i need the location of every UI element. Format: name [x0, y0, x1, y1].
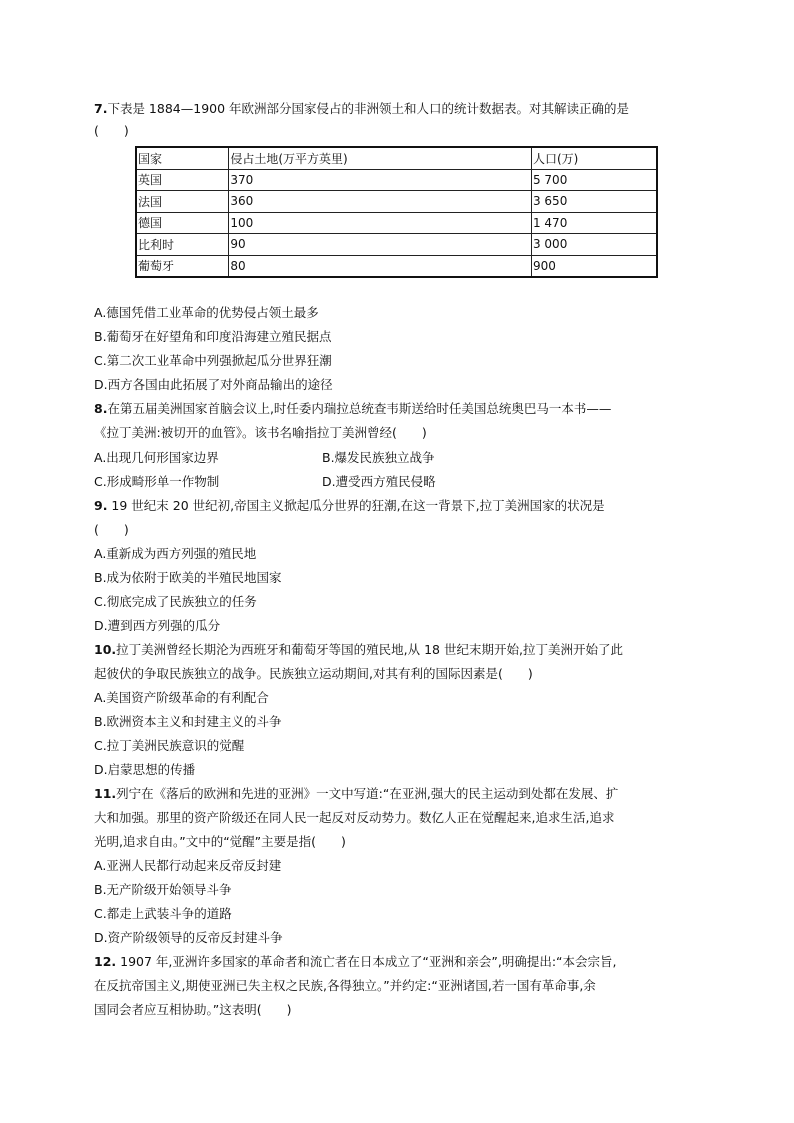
table-cell: 360: [229, 191, 532, 213]
table-cell: 900: [531, 255, 657, 277]
q7-stem-text: 下表是 1884—1900 年欧洲部分国家侵占的非洲领土和人口的统计数据表。对其解读正确的是: [107, 101, 630, 116]
q8-option-d[interactable]: D.遭受西方殖民侵略: [322, 474, 436, 489]
q9-option-c[interactable]: C.彻底完成了民族独立的任务: [94, 594, 257, 609]
q9-stem-line2: ( ): [94, 522, 129, 537]
q7-data-table: [135, 146, 658, 278]
q12-stem-line1: [94, 953, 616, 971]
q10-option-d[interactable]: D.启蒙思想的传播: [94, 762, 196, 777]
q10-stem-line1: [94, 641, 623, 659]
q8-option-b[interactable]: B.爆发民族独立战争: [322, 450, 435, 465]
table-row: [136, 234, 657, 256]
table-row: [136, 191, 657, 213]
table-cell: 90: [229, 234, 532, 256]
table-cell: 葡萄牙: [136, 255, 229, 277]
q9-stem-line1: [94, 497, 605, 515]
q9-number: 9.: [94, 498, 108, 513]
table-header-cell: 人口(万): [531, 147, 657, 169]
q11-number: 11.: [94, 786, 117, 801]
q9-stem-text: 19 世纪末 20 世纪初,帝国主义掀起瓜分世界的狂潮,在这一背景下,拉丁美洲国家的状况是: [107, 498, 605, 513]
q7-option-a[interactable]: A.德国凭借工业革命的优势侵占领土最多: [94, 305, 319, 320]
q10-option-c[interactable]: C.拉丁美洲民族意识的觉醒: [94, 738, 245, 753]
q10-option-b[interactable]: B.欧洲资本主义和封建主义的斗争: [94, 714, 282, 729]
table-cell: 80: [229, 255, 532, 277]
q9-option-a[interactable]: A.重新成为西方列强的殖民地: [94, 546, 257, 561]
q7-stem-line2: ( ): [94, 123, 129, 138]
q7-option-c[interactable]: C.第二次工业革命中列强掀起瓜分世界狂潮: [94, 353, 332, 368]
table-cell: 德国: [136, 212, 229, 234]
q11-option-b[interactable]: B.无产阶级开始领导斗争: [94, 882, 232, 897]
table-header-cell: 侵占土地(万平方英里): [229, 147, 532, 169]
q12-stem-line2: 在反抗帝国主义,期使亚洲已失主权之民族,各得独立。”并约定:“亚洲诸国,若一国有革命事,余: [94, 978, 596, 993]
q10-stem-text: 拉丁美洲曾经长期沦为西班牙和葡萄牙等国的殖民地,从 18 世纪末期开始,拉丁美洲开始了此: [116, 642, 623, 657]
q9-option-b[interactable]: B.成为依附于欧美的半殖民地国家: [94, 570, 282, 585]
table-header-row: [136, 147, 657, 169]
q8-number: 8.: [94, 401, 108, 416]
table-row: [136, 169, 657, 191]
q11-stem-line1: [94, 785, 618, 803]
q7-option-d[interactable]: D.西方各国由此拓展了对外商品输出的途径: [94, 377, 333, 392]
table-cell: 英国: [136, 169, 229, 191]
table-cell: 100: [229, 212, 532, 234]
table-cell: 法国: [136, 191, 229, 213]
q9-option-d[interactable]: D.遭到西方列强的瓜分: [94, 618, 221, 633]
q8-stem-text: 在第五届美洲国家首脑会议上,时任委内瑞拉总统查韦斯送给时任美国总统奥巴马一本书——: [107, 401, 612, 416]
q11-stem-line3: 光明,追求自由。”文中的“觉醒”主要是指( ): [94, 834, 346, 849]
q7-option-b[interactable]: B.葡萄牙在好望角和印度沿海建立殖民据点: [94, 329, 332, 344]
table-cell: 比利时: [136, 234, 229, 256]
q11-stem-text: 列宁在《落后的欧洲和先进的亚洲》一文中写道:“在亚洲,强大的民主运动到处都在发展、扩: [116, 786, 619, 801]
table-cell: 1 470: [531, 212, 657, 234]
table-row: [136, 255, 657, 277]
q12-stem-text: 1907 年,亚洲许多国家的革命者和流亡者在日本成立了“亚洲和亲会”,明确提出:“本会宗旨,: [116, 954, 617, 969]
q11-option-d[interactable]: D.资产阶级领导的反帝反封建斗争: [94, 930, 283, 945]
q12-number: 12.: [94, 954, 117, 969]
q11-option-c[interactable]: C.都走上武装斗争的道路: [94, 906, 232, 921]
q8-option-c[interactable]: C.形成畸形单一作物制: [94, 474, 220, 489]
q7-stem-line1: [94, 100, 629, 118]
table-row: [136, 212, 657, 234]
q10-stem-line2: 起彼伏的争取民族独立的战争。民族独立运动期间,对其有利的国际因素是( ): [94, 666, 533, 681]
q12-stem-line3: 国同会者应互相协助。”这表明( ): [94, 1002, 292, 1017]
table-cell: 3 650: [531, 191, 657, 213]
q8-stem-line1: [94, 400, 611, 418]
q8-option-a[interactable]: A.出现几何形国家边界: [94, 450, 219, 465]
q10-number: 10.: [94, 642, 117, 657]
q10-option-a[interactable]: A.美国资产阶级革命的有利配合: [94, 690, 269, 705]
table-header-cell: 国家: [136, 147, 229, 169]
q7-number: 7.: [94, 101, 108, 116]
table-cell: 370: [229, 169, 532, 191]
q11-option-a[interactable]: A.亚洲人民都行动起来反帝反封建: [94, 858, 282, 873]
q8-stem-line2: 《拉丁美洲:被切开的血管》。该书名喻指拉丁美洲曾经( ): [94, 425, 427, 440]
table-cell: 3 000: [531, 234, 657, 256]
q11-stem-line2: 大和加强。那里的资产阶级还在同人民一起反对反动势力。数亿人正在觉醒起来,追求生活,追求: [94, 810, 615, 825]
table-cell: 5 700: [531, 169, 657, 191]
